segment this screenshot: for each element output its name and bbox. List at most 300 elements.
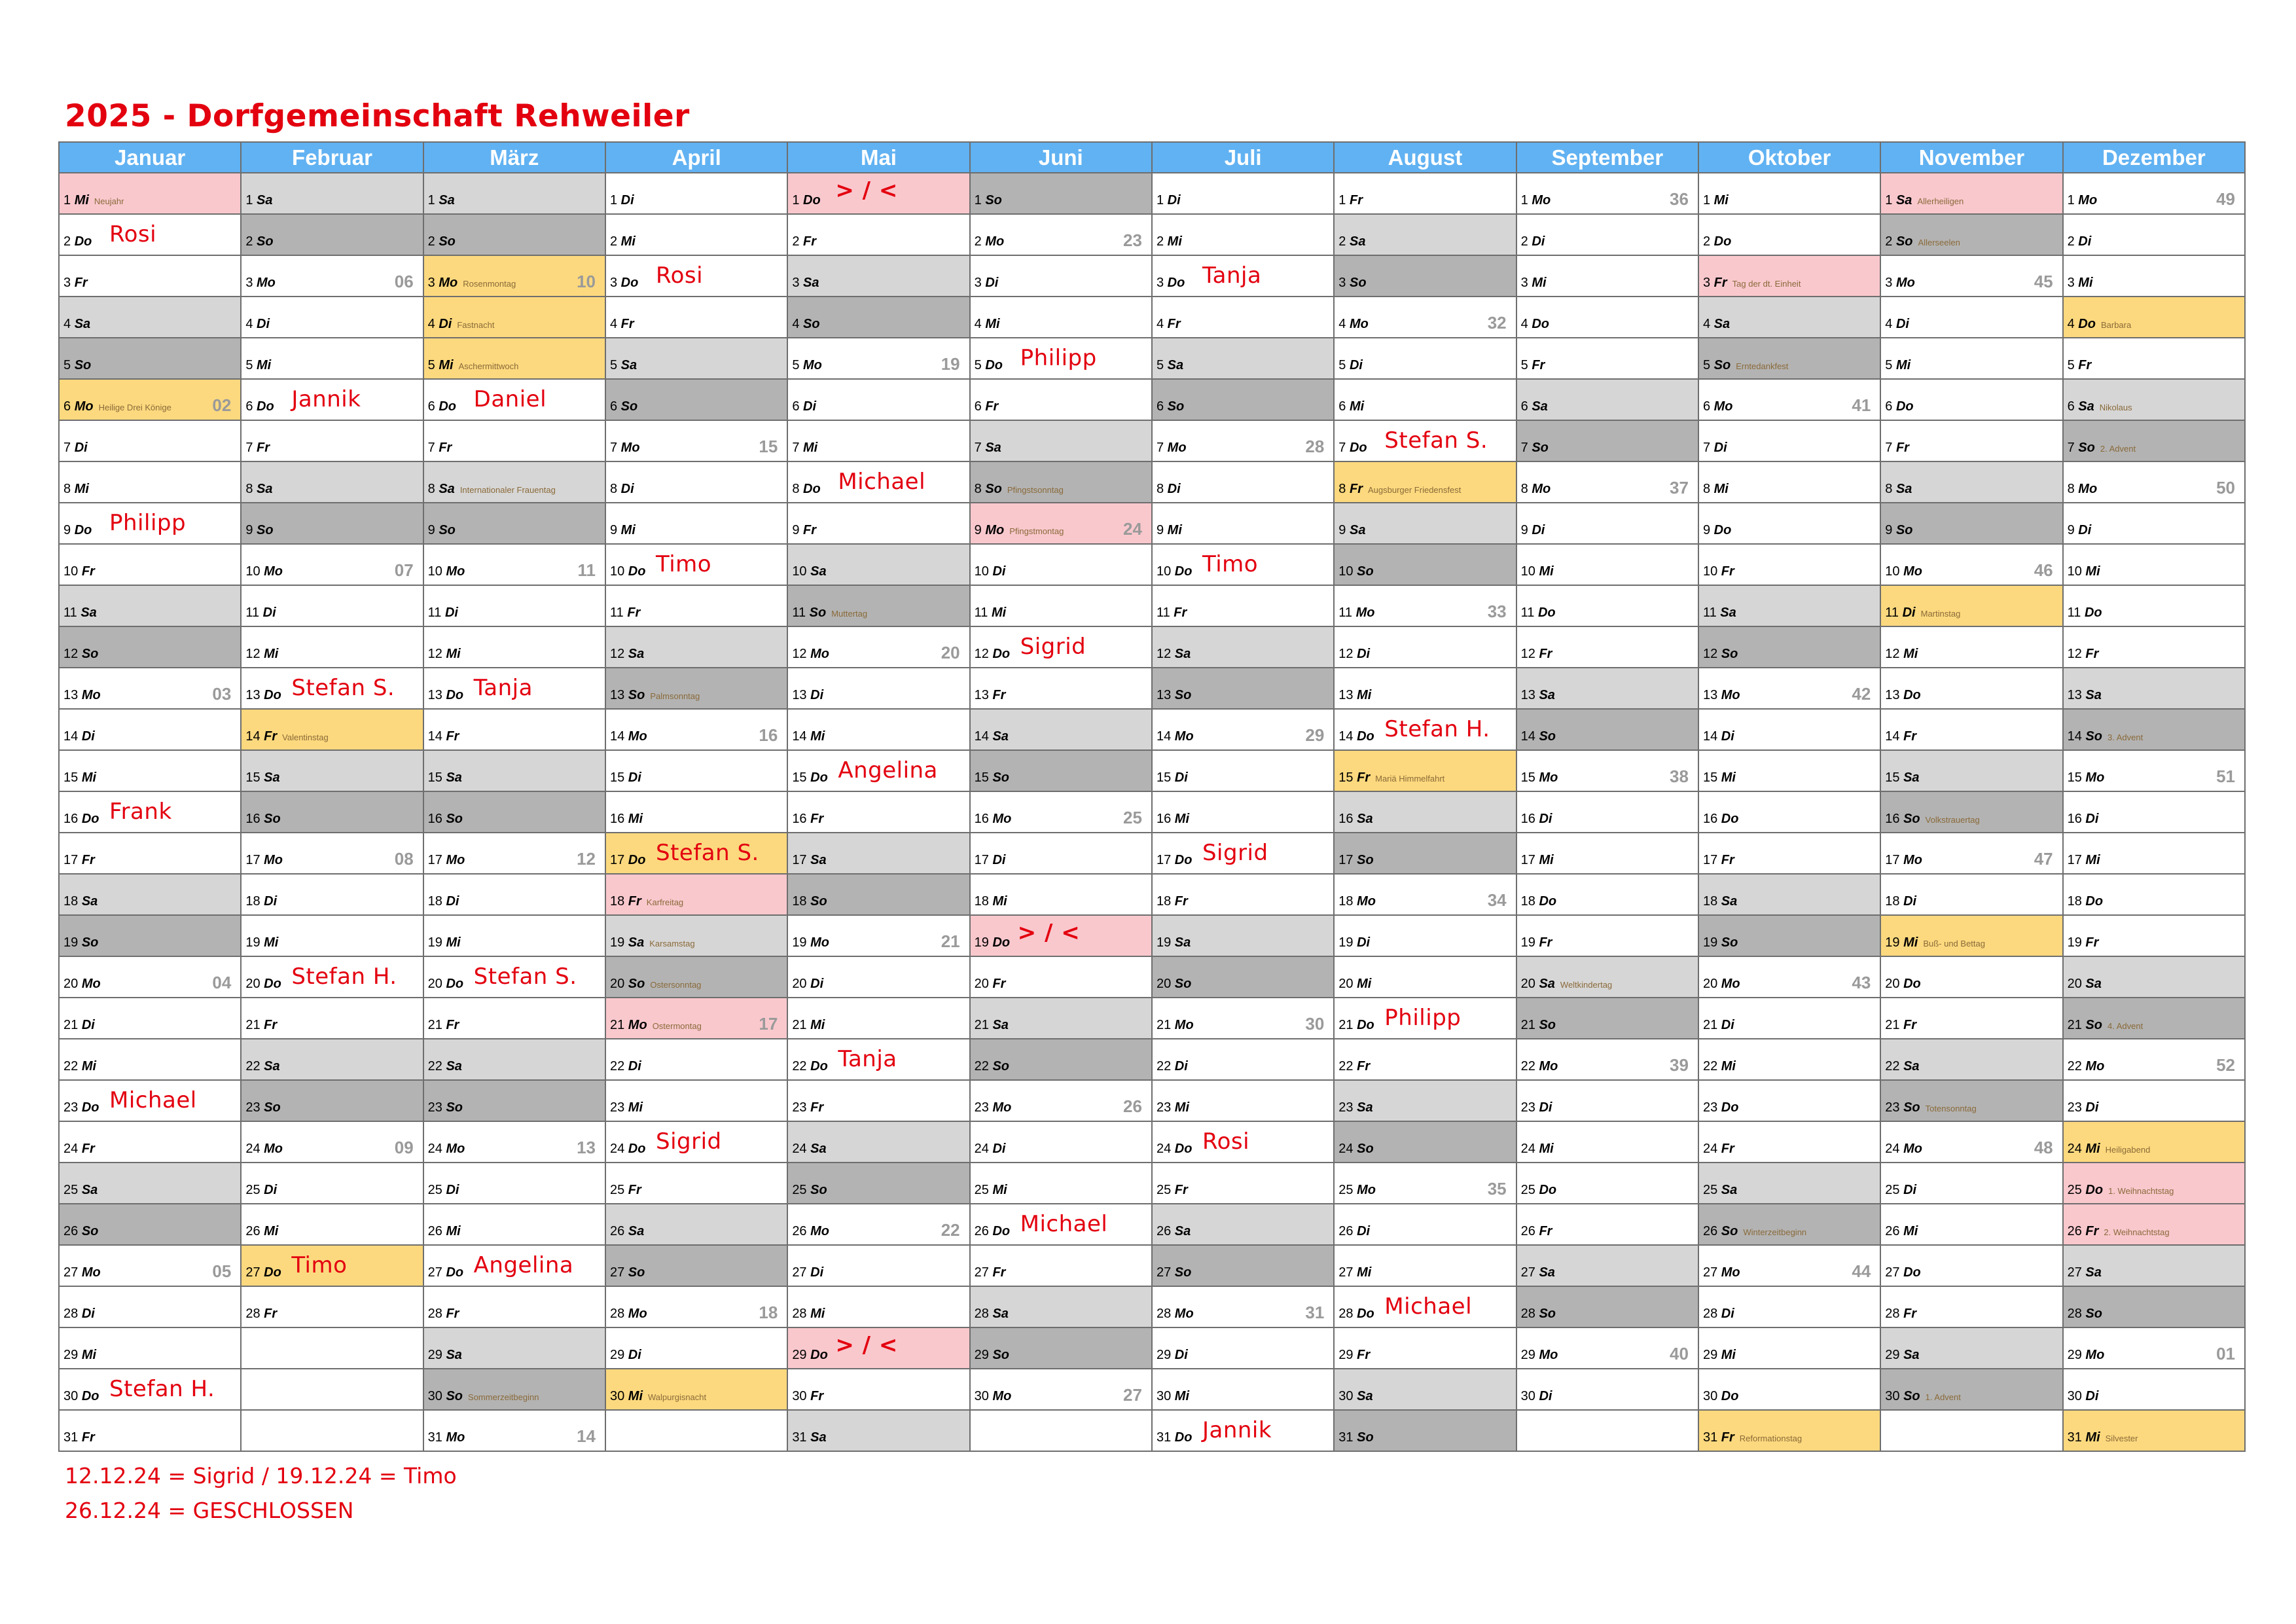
day-cell[interactable] xyxy=(241,1080,423,1121)
day-cell[interactable] xyxy=(1334,585,1516,626)
day-cell[interactable] xyxy=(1698,1286,1880,1327)
day-cell[interactable] xyxy=(1152,1204,1334,1245)
day-cell[interactable] xyxy=(605,1369,787,1410)
day-cell[interactable] xyxy=(59,750,241,791)
day-cell[interactable] xyxy=(787,1080,969,1121)
day-cell[interactable] xyxy=(1516,1080,1698,1121)
day-cell[interactable] xyxy=(1698,173,1880,214)
day-cell[interactable] xyxy=(2063,750,2245,791)
day-cell[interactable] xyxy=(1698,668,1880,709)
day-cell[interactable] xyxy=(605,626,787,668)
day-cell[interactable] xyxy=(1334,1410,1516,1451)
day-cell[interactable] xyxy=(970,1204,1152,1245)
day-cell[interactable] xyxy=(241,956,423,998)
day-cell[interactable] xyxy=(970,585,1152,626)
day-cell[interactable] xyxy=(1152,709,1334,750)
day-cell[interactable] xyxy=(59,874,241,915)
day-cell[interactable] xyxy=(241,998,423,1039)
day-cell[interactable] xyxy=(1698,1245,1880,1286)
day-cell[interactable] xyxy=(605,874,787,915)
day-cell[interactable] xyxy=(787,255,969,297)
day-cell[interactable] xyxy=(1334,833,1516,874)
day-cell[interactable] xyxy=(59,915,241,956)
day-cell[interactable] xyxy=(605,750,787,791)
day-cell[interactable] xyxy=(423,544,605,585)
day-cell[interactable] xyxy=(59,1369,241,1410)
day-cell[interactable] xyxy=(423,998,605,1039)
day-cell[interactable] xyxy=(1152,255,1334,297)
day-cell[interactable] xyxy=(423,668,605,709)
day-cell[interactable] xyxy=(423,1369,605,1410)
day-cell[interactable] xyxy=(59,1080,241,1121)
day-cell[interactable] xyxy=(1880,1245,2062,1286)
day-cell[interactable] xyxy=(1880,255,2062,297)
day-cell[interactable] xyxy=(1698,379,1880,420)
day-cell[interactable] xyxy=(1334,379,1516,420)
day-cell[interactable] xyxy=(605,379,787,420)
day-cell[interactable] xyxy=(1516,1245,1698,1286)
day-cell[interactable] xyxy=(970,1039,1152,1080)
day-cell[interactable] xyxy=(1334,420,1516,461)
day-cell[interactable] xyxy=(423,874,605,915)
day-cell[interactable] xyxy=(59,214,241,255)
day-cell[interactable] xyxy=(1698,1039,1880,1080)
day-cell[interactable] xyxy=(787,297,969,338)
day-cell[interactable] xyxy=(787,420,969,461)
day-cell[interactable] xyxy=(605,173,787,214)
day-cell[interactable] xyxy=(59,461,241,503)
day-cell[interactable] xyxy=(1516,420,1698,461)
day-cell[interactable] xyxy=(423,461,605,503)
day-cell[interactable] xyxy=(1516,173,1698,214)
day-cell[interactable] xyxy=(605,461,787,503)
day-cell[interactable] xyxy=(1152,1121,1334,1163)
day-cell[interactable] xyxy=(1698,1204,1880,1245)
day-cell[interactable] xyxy=(1516,1163,1698,1204)
day-cell[interactable] xyxy=(970,709,1152,750)
day-cell[interactable] xyxy=(59,1039,241,1080)
day-cell[interactable] xyxy=(1152,1245,1334,1286)
day-cell[interactable] xyxy=(1698,461,1880,503)
day-cell[interactable] xyxy=(1516,750,1698,791)
day-cell[interactable] xyxy=(2063,379,2245,420)
day-cell[interactable] xyxy=(1334,668,1516,709)
day-cell[interactable] xyxy=(970,1369,1152,1410)
day-cell[interactable] xyxy=(970,255,1152,297)
day-cell[interactable] xyxy=(241,1163,423,1204)
day-cell[interactable] xyxy=(241,503,423,544)
day-cell[interactable] xyxy=(59,1245,241,1286)
day-cell[interactable] xyxy=(1516,379,1698,420)
day-cell[interactable] xyxy=(787,379,969,420)
day-cell[interactable] xyxy=(241,585,423,626)
day-cell[interactable] xyxy=(59,1327,241,1369)
day-cell[interactable] xyxy=(241,1121,423,1163)
day-cell[interactable] xyxy=(241,379,423,420)
day-cell[interactable] xyxy=(423,379,605,420)
day-cell[interactable] xyxy=(1880,173,2062,214)
day-cell[interactable] xyxy=(1516,1286,1698,1327)
day-cell[interactable] xyxy=(1334,297,1516,338)
day-cell[interactable] xyxy=(1880,1039,2062,1080)
day-cell[interactable] xyxy=(970,750,1152,791)
day-cell[interactable] xyxy=(1152,956,1334,998)
day-cell[interactable] xyxy=(59,255,241,297)
day-cell[interactable] xyxy=(605,668,787,709)
day-cell[interactable] xyxy=(1880,1327,2062,1369)
day-cell[interactable] xyxy=(1880,874,2062,915)
day-cell[interactable] xyxy=(970,668,1152,709)
day-cell[interactable] xyxy=(1880,998,2062,1039)
day-cell[interactable] xyxy=(787,1245,969,1286)
day-cell[interactable] xyxy=(1152,420,1334,461)
day-cell[interactable] xyxy=(787,1410,969,1451)
day-cell[interactable] xyxy=(423,1245,605,1286)
day-cell[interactable] xyxy=(787,833,969,874)
day-cell[interactable] xyxy=(787,214,969,255)
day-cell[interactable] xyxy=(1334,1039,1516,1080)
day-cell[interactable] xyxy=(970,1121,1152,1163)
day-cell[interactable] xyxy=(2063,1327,2245,1369)
day-cell[interactable] xyxy=(423,1039,605,1080)
day-cell[interactable] xyxy=(1880,626,2062,668)
day-cell[interactable] xyxy=(59,1163,241,1204)
day-cell[interactable] xyxy=(1516,626,1698,668)
day-cell[interactable] xyxy=(1334,255,1516,297)
day-cell[interactable] xyxy=(2063,173,2245,214)
day-cell[interactable] xyxy=(1152,585,1334,626)
day-cell[interactable] xyxy=(1152,915,1334,956)
day-cell[interactable] xyxy=(970,461,1152,503)
day-cell[interactable] xyxy=(2063,1369,2245,1410)
day-cell[interactable] xyxy=(1152,1286,1334,1327)
day-cell[interactable] xyxy=(1880,956,2062,998)
day-cell[interactable] xyxy=(1152,544,1334,585)
day-cell[interactable] xyxy=(241,750,423,791)
day-cell[interactable] xyxy=(787,1369,969,1410)
day-cell[interactable] xyxy=(1880,338,2062,379)
day-cell[interactable] xyxy=(1698,420,1880,461)
day-cell[interactable] xyxy=(605,709,787,750)
day-cell[interactable] xyxy=(1698,1163,1880,1204)
day-cell[interactable] xyxy=(2063,585,2245,626)
day-cell[interactable] xyxy=(787,998,969,1039)
day-cell[interactable] xyxy=(787,1286,969,1327)
day-cell[interactable] xyxy=(605,585,787,626)
day-cell[interactable] xyxy=(59,297,241,338)
day-cell[interactable] xyxy=(2063,626,2245,668)
day-cell[interactable] xyxy=(1334,709,1516,750)
day-cell[interactable] xyxy=(787,173,969,214)
day-cell[interactable] xyxy=(1152,214,1334,255)
day-cell[interactable] xyxy=(1880,915,2062,956)
day-cell[interactable] xyxy=(605,503,787,544)
day-cell[interactable] xyxy=(1880,1369,2062,1410)
day-cell[interactable] xyxy=(970,874,1152,915)
day-cell[interactable] xyxy=(1516,998,1698,1039)
day-cell[interactable] xyxy=(1516,1121,1698,1163)
day-cell[interactable] xyxy=(1334,791,1516,833)
day-cell[interactable] xyxy=(241,874,423,915)
day-cell[interactable] xyxy=(605,791,787,833)
day-cell[interactable] xyxy=(241,420,423,461)
day-cell[interactable] xyxy=(1880,833,2062,874)
day-cell[interactable] xyxy=(423,420,605,461)
day-cell[interactable] xyxy=(1152,379,1334,420)
day-cell[interactable] xyxy=(1334,915,1516,956)
day-cell[interactable] xyxy=(787,750,969,791)
day-cell[interactable] xyxy=(1880,585,2062,626)
day-cell[interactable] xyxy=(787,956,969,998)
day-cell[interactable] xyxy=(787,915,969,956)
day-cell[interactable] xyxy=(2063,1121,2245,1163)
day-cell[interactable] xyxy=(1152,750,1334,791)
day-cell[interactable] xyxy=(1152,1327,1334,1369)
day-cell[interactable] xyxy=(1880,297,2062,338)
day-cell[interactable] xyxy=(605,544,787,585)
day-cell[interactable] xyxy=(1880,709,2062,750)
day-cell[interactable] xyxy=(241,833,423,874)
day-cell[interactable] xyxy=(1334,1327,1516,1369)
day-cell[interactable] xyxy=(59,626,241,668)
day-cell[interactable] xyxy=(1698,833,1880,874)
day-cell[interactable] xyxy=(2063,214,2245,255)
day-cell[interactable] xyxy=(2063,255,2245,297)
day-cell[interactable] xyxy=(1880,214,2062,255)
day-cell[interactable] xyxy=(787,709,969,750)
day-cell[interactable] xyxy=(1152,1163,1334,1204)
day-cell[interactable] xyxy=(241,1039,423,1080)
day-cell[interactable] xyxy=(1152,998,1334,1039)
day-cell[interactable] xyxy=(423,750,605,791)
day-cell[interactable] xyxy=(1880,791,2062,833)
day-cell[interactable] xyxy=(423,833,605,874)
day-cell[interactable] xyxy=(605,420,787,461)
day-cell[interactable] xyxy=(970,214,1152,255)
day-cell[interactable] xyxy=(970,1245,1152,1286)
day-cell[interactable] xyxy=(1152,1080,1334,1121)
day-cell[interactable] xyxy=(970,626,1152,668)
day-cell[interactable] xyxy=(241,1245,423,1286)
day-cell[interactable] xyxy=(59,956,241,998)
day-cell[interactable] xyxy=(605,915,787,956)
day-cell[interactable] xyxy=(1698,544,1880,585)
day-cell[interactable] xyxy=(605,1286,787,1327)
day-cell[interactable] xyxy=(605,1080,787,1121)
day-cell[interactable] xyxy=(2063,956,2245,998)
day-cell[interactable] xyxy=(59,585,241,626)
day-cell[interactable] xyxy=(1152,173,1334,214)
day-cell[interactable] xyxy=(970,915,1152,956)
day-cell[interactable] xyxy=(605,1245,787,1286)
day-cell[interactable] xyxy=(1334,1163,1516,1204)
day-cell[interactable] xyxy=(59,1410,241,1451)
day-cell[interactable] xyxy=(423,1163,605,1204)
day-cell[interactable] xyxy=(1152,668,1334,709)
day-cell[interactable] xyxy=(1698,1327,1880,1369)
day-cell[interactable] xyxy=(1152,1039,1334,1080)
day-cell[interactable] xyxy=(970,1327,1152,1369)
day-cell[interactable] xyxy=(1334,461,1516,503)
day-cell[interactable] xyxy=(1698,255,1880,297)
day-cell[interactable] xyxy=(1698,1369,1880,1410)
day-cell[interactable] xyxy=(605,1121,787,1163)
day-cell[interactable] xyxy=(1334,956,1516,998)
day-cell[interactable] xyxy=(1698,1080,1880,1121)
day-cell[interactable] xyxy=(1698,214,1880,255)
day-cell[interactable] xyxy=(423,1121,605,1163)
day-cell[interactable] xyxy=(1334,1245,1516,1286)
day-cell[interactable] xyxy=(423,1286,605,1327)
day-cell[interactable] xyxy=(787,1121,969,1163)
day-cell[interactable] xyxy=(59,173,241,214)
day-cell[interactable] xyxy=(241,668,423,709)
day-cell[interactable] xyxy=(241,1204,423,1245)
day-cell[interactable] xyxy=(1152,1369,1334,1410)
day-cell[interactable] xyxy=(241,791,423,833)
day-cell[interactable] xyxy=(2063,544,2245,585)
day-cell[interactable] xyxy=(970,1163,1152,1204)
day-cell[interactable] xyxy=(423,214,605,255)
day-cell[interactable] xyxy=(1334,1369,1516,1410)
day-cell[interactable] xyxy=(423,255,605,297)
day-cell[interactable] xyxy=(2063,668,2245,709)
day-cell[interactable] xyxy=(605,338,787,379)
day-cell[interactable] xyxy=(787,503,969,544)
day-cell[interactable] xyxy=(1880,420,2062,461)
day-cell[interactable] xyxy=(2063,1286,2245,1327)
day-cell[interactable] xyxy=(1698,709,1880,750)
day-cell[interactable] xyxy=(241,544,423,585)
day-cell[interactable] xyxy=(1516,297,1698,338)
day-cell[interactable] xyxy=(605,1039,787,1080)
day-cell[interactable] xyxy=(59,379,241,420)
day-cell[interactable] xyxy=(1698,1121,1880,1163)
day-cell[interactable] xyxy=(423,503,605,544)
day-cell[interactable] xyxy=(970,544,1152,585)
day-cell[interactable] xyxy=(970,956,1152,998)
day-cell[interactable] xyxy=(1334,874,1516,915)
day-cell[interactable] xyxy=(1152,626,1334,668)
day-cell[interactable] xyxy=(241,214,423,255)
day-cell[interactable] xyxy=(605,1163,787,1204)
day-cell[interactable] xyxy=(2063,1163,2245,1204)
day-cell[interactable] xyxy=(423,709,605,750)
day-cell[interactable] xyxy=(605,255,787,297)
day-cell[interactable] xyxy=(423,297,605,338)
day-cell[interactable] xyxy=(787,1327,969,1369)
day-cell[interactable] xyxy=(241,626,423,668)
day-cell[interactable] xyxy=(59,998,241,1039)
day-cell[interactable] xyxy=(1516,1369,1698,1410)
day-cell[interactable] xyxy=(787,668,969,709)
day-cell[interactable] xyxy=(970,379,1152,420)
day-cell[interactable] xyxy=(2063,1245,2245,1286)
day-cell[interactable] xyxy=(1516,1039,1698,1080)
day-cell[interactable] xyxy=(1880,668,2062,709)
day-cell[interactable] xyxy=(1880,750,2062,791)
day-cell[interactable] xyxy=(1334,626,1516,668)
day-cell[interactable] xyxy=(2063,915,2245,956)
day-cell[interactable] xyxy=(59,420,241,461)
day-cell[interactable] xyxy=(1880,1121,2062,1163)
day-cell[interactable] xyxy=(241,173,423,214)
day-cell[interactable] xyxy=(1880,379,2062,420)
day-cell[interactable] xyxy=(241,338,423,379)
day-cell[interactable] xyxy=(1334,1080,1516,1121)
day-cell[interactable] xyxy=(787,338,969,379)
day-cell[interactable] xyxy=(1516,1327,1698,1369)
day-cell[interactable] xyxy=(2063,709,2245,750)
day-cell[interactable] xyxy=(1698,503,1880,544)
day-cell[interactable] xyxy=(1334,1204,1516,1245)
day-cell[interactable] xyxy=(1152,461,1334,503)
day-cell[interactable] xyxy=(2063,874,2245,915)
day-cell[interactable] xyxy=(787,791,969,833)
day-cell[interactable] xyxy=(1698,585,1880,626)
day-cell[interactable] xyxy=(1516,791,1698,833)
day-cell[interactable] xyxy=(605,1327,787,1369)
day-cell[interactable] xyxy=(1152,297,1334,338)
day-cell[interactable] xyxy=(59,709,241,750)
day-cell[interactable] xyxy=(970,297,1152,338)
day-cell[interactable] xyxy=(1516,461,1698,503)
day-cell[interactable] xyxy=(59,1286,241,1327)
day-cell[interactable] xyxy=(241,255,423,297)
day-cell[interactable] xyxy=(2063,1204,2245,1245)
day-cell[interactable] xyxy=(1334,338,1516,379)
day-cell[interactable] xyxy=(787,544,969,585)
day-cell[interactable] xyxy=(787,1163,969,1204)
day-cell[interactable] xyxy=(59,791,241,833)
day-cell[interactable] xyxy=(1334,173,1516,214)
day-cell[interactable] xyxy=(1698,626,1880,668)
day-cell[interactable] xyxy=(1152,503,1334,544)
day-cell[interactable] xyxy=(59,1121,241,1163)
day-cell[interactable] xyxy=(423,1080,605,1121)
day-cell[interactable] xyxy=(59,338,241,379)
day-cell[interactable] xyxy=(1152,791,1334,833)
day-cell[interactable] xyxy=(605,956,787,998)
day-cell[interactable] xyxy=(1516,915,1698,956)
day-cell[interactable] xyxy=(1698,1410,1880,1451)
day-cell[interactable] xyxy=(1516,338,1698,379)
day-cell[interactable] xyxy=(1698,338,1880,379)
day-cell[interactable] xyxy=(59,503,241,544)
day-cell[interactable] xyxy=(1152,874,1334,915)
day-cell[interactable] xyxy=(605,833,787,874)
day-cell[interactable] xyxy=(423,915,605,956)
day-cell[interactable] xyxy=(1880,544,2062,585)
day-cell[interactable] xyxy=(1334,1121,1516,1163)
day-cell[interactable] xyxy=(2063,1039,2245,1080)
day-cell[interactable] xyxy=(970,420,1152,461)
day-cell[interactable] xyxy=(2063,791,2245,833)
day-cell[interactable] xyxy=(1698,791,1880,833)
day-cell[interactable] xyxy=(1880,1286,2062,1327)
day-cell[interactable] xyxy=(241,915,423,956)
day-cell[interactable] xyxy=(1334,1286,1516,1327)
day-cell[interactable] xyxy=(423,338,605,379)
day-cell[interactable] xyxy=(1698,915,1880,956)
day-cell[interactable] xyxy=(1516,544,1698,585)
day-cell[interactable] xyxy=(1152,338,1334,379)
day-cell[interactable] xyxy=(1698,956,1880,998)
day-cell[interactable] xyxy=(241,1286,423,1327)
day-cell[interactable] xyxy=(1334,750,1516,791)
day-cell[interactable] xyxy=(970,173,1152,214)
day-cell[interactable] xyxy=(423,1410,605,1451)
